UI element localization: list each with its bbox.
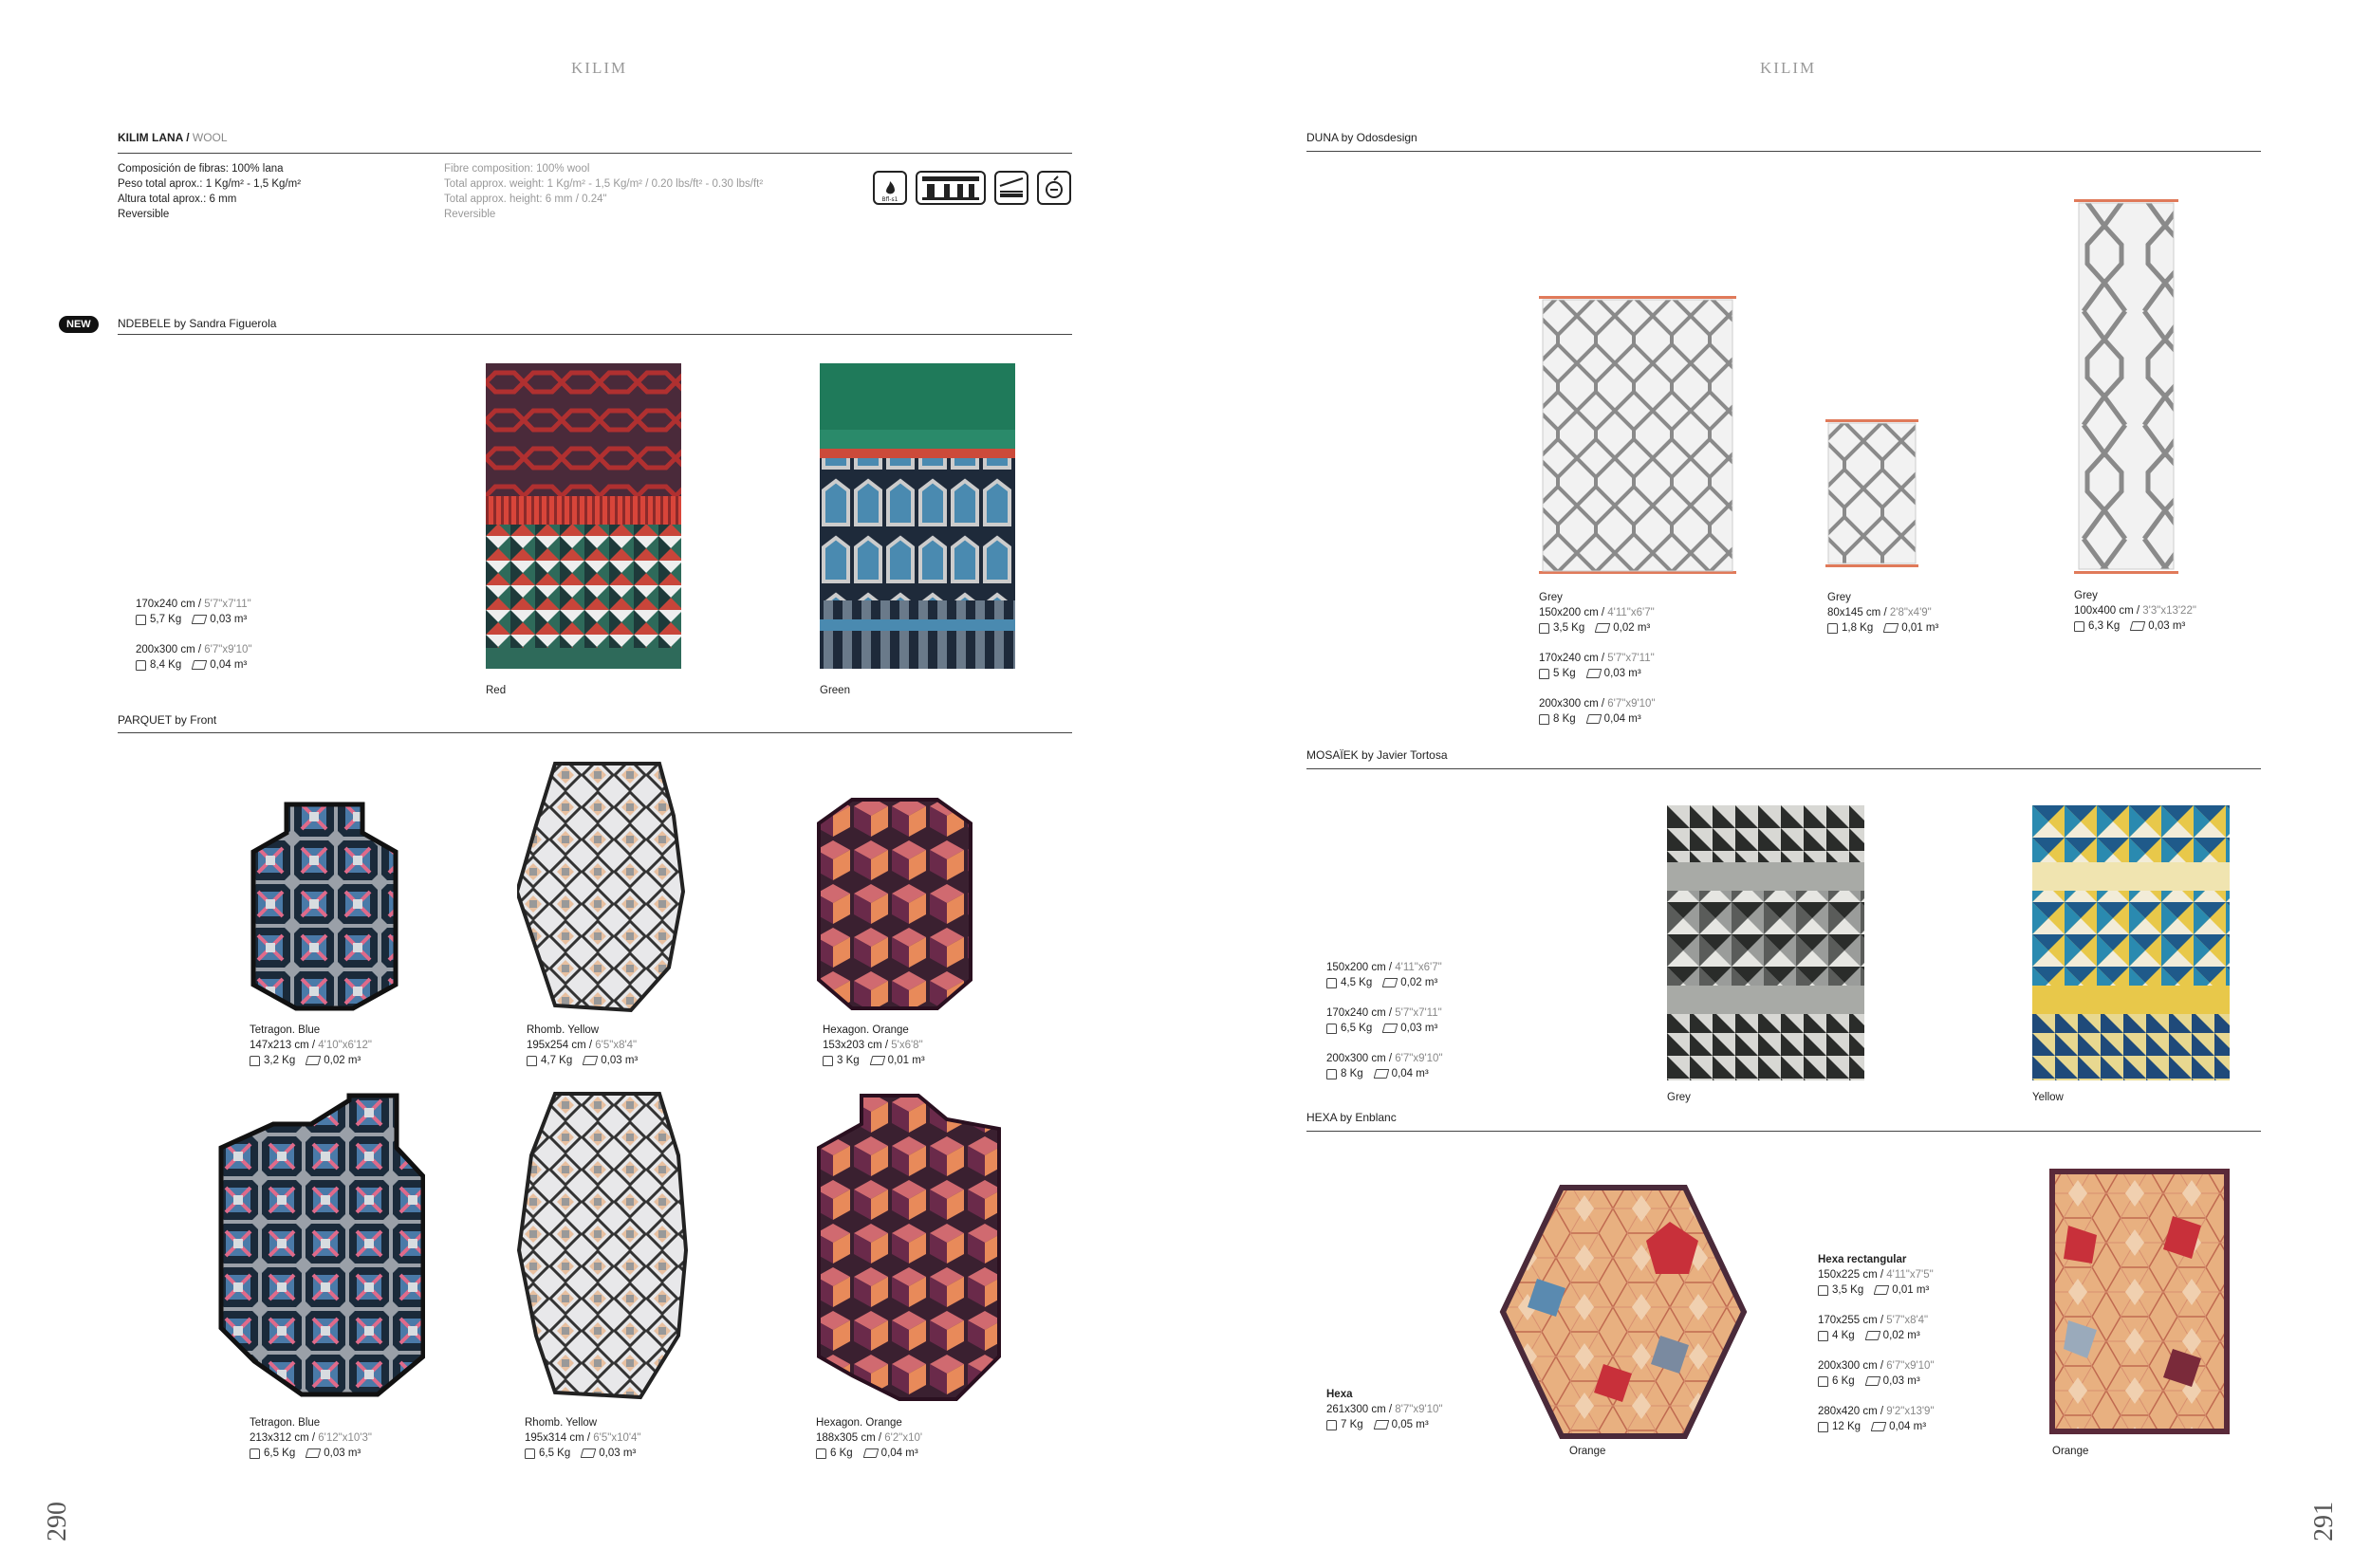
rug-image-hexa-rectangular [2049, 1169, 2230, 1434]
color-caption: Orange [2052, 1446, 2089, 1457]
duna-spec-1: Grey 80x145 cm / 2'8"x4'9" 1,8 Kg 0,01 m³ [1827, 592, 1939, 634]
rug-image-parquet-hexagon-large [814, 1091, 1004, 1404]
hexa-rule [1306, 1131, 2261, 1132]
rug-image-hexa [1499, 1184, 1748, 1440]
weight-icon [527, 1056, 537, 1066]
box-icon [1585, 669, 1602, 678]
weight-icon [1539, 669, 1549, 679]
parquet-spec-4: Rhomb. Yellow 195x314 cm / 6'5"x10'4" 6,5 Kg 0,03 m³ [525, 1417, 641, 1459]
weight-icon [1539, 714, 1549, 725]
ndebele-size-1: 200x300 cm / 6'7"x9'10" 8,4 Kg 0,04 m³ [136, 644, 252, 671]
color-caption: Green [820, 685, 850, 696]
spec-line: Peso total aprox.: 1 Kg/m² - 1,5 Kg/m² [118, 178, 302, 190]
weight-icon [1326, 1069, 1337, 1079]
section-title-duna: DUNA by Odosdesign [1306, 131, 1417, 144]
material-rule [118, 153, 1072, 154]
rug-image-ndebele-red [486, 363, 681, 669]
fire-rating-icon [873, 171, 907, 205]
weight-icon [1818, 1422, 1828, 1432]
weight-icon [250, 1448, 260, 1459]
parquet-rule [118, 732, 1072, 733]
material-title-light: WOOL [192, 131, 228, 144]
box-icon [1871, 1422, 1887, 1431]
color-caption: Orange [1569, 1446, 1606, 1457]
weight-icon [1539, 623, 1549, 634]
rug-image-parquet-rhomb-large [517, 1089, 688, 1402]
box-icon [1382, 1024, 1399, 1033]
box-icon [306, 1448, 322, 1458]
rug-image-parquet-tetragon-large [216, 1091, 425, 1399]
running-head-right: KILIM [1760, 59, 1817, 77]
loom-icon [916, 171, 986, 205]
box-icon [1373, 1069, 1389, 1079]
rug-image-mosaiek-yellow [2032, 805, 2230, 1080]
color-caption: Red [486, 685, 507, 696]
box-icon [1382, 978, 1399, 987]
box-icon [862, 1448, 879, 1458]
material-english [444, 161, 763, 222]
box-icon [2130, 621, 2146, 631]
weight-icon [1818, 1331, 1828, 1341]
section-title-parquet: PARQUET by Front [118, 713, 217, 727]
svg-text:Bfl-s1: Bfl-s1 [881, 196, 898, 203]
section-title-mosaiek: MOSAÏEK by Javier Tortosa [1306, 748, 1448, 762]
box-icon [306, 1056, 322, 1065]
material-spanish [118, 161, 301, 222]
rug-image-parquet-rhomb-small [517, 759, 688, 1015]
spec-line: Fibre composition: 100% wool [444, 163, 590, 175]
section-title-hexa: HEXA by Enblanc [1306, 1111, 1397, 1124]
ndebele-rule [118, 334, 1072, 335]
running-head-left: KILIM [571, 59, 628, 77]
color-caption: Grey [1667, 1092, 1691, 1103]
parquet-spec-5: Hexagon. Orange 188x305 cm / 6'2"x10' 6 Kg 0,04 m³ [816, 1417, 923, 1459]
spec-line: Reversible [118, 209, 170, 220]
box-icon [869, 1056, 885, 1065]
rug-image-duna-small [1825, 417, 1918, 569]
mosaiek-rule [1306, 768, 2261, 769]
weight-icon [1827, 623, 1838, 634]
box-icon [1373, 1420, 1389, 1430]
section-title-ndebele: NDEBELE by Sandra Figuerola [118, 317, 277, 330]
duna-spec-2: Grey 100x400 cm / 3'3"x13'22" 6,3 Kg 0,03 m³ [2074, 590, 2196, 632]
material-title [118, 131, 228, 144]
rug-image-parquet-hexagon-small [814, 795, 975, 1013]
rug-image-ndebele-green [820, 363, 1015, 669]
box-icon [192, 660, 208, 670]
spec-line: Total approx. height: 6 mm / 0.24" [444, 194, 607, 205]
box-icon [1864, 1331, 1880, 1340]
box-icon [1874, 1285, 1890, 1295]
spec-line: Altura total aprox.: 6 mm [118, 194, 237, 205]
weight-icon [1818, 1285, 1828, 1296]
weight-icon [2074, 621, 2084, 632]
rug-image-mosaiek-grey [1667, 805, 1864, 1080]
parquet-spec-3: Tetragon. Blue 213x312 cm / 6'12"x10'3" 6,5 Kg 0,03 m³ [250, 1417, 372, 1459]
duna-rule [1306, 151, 2261, 152]
color-caption: Yellow [2032, 1092, 2064, 1103]
box-icon [581, 1448, 597, 1458]
hexa-rect-spec: Hexa rectangular 150x225 cm / 4'11"x7'5" 3,5 Kg 0,01 m³ 170x255 cm / 5'7"x8'4" 4 Kg 0,02 m³ 200x300 cm / 6'7"x9'10" 6 Kg 0,03 m³ 280x420 cm / 9'2"x13'9" 12 Kg 0,04 m³ [1818, 1254, 1935, 1432]
weight-icon [136, 660, 146, 671]
spec-line: Total approx. weight: 1 Kg/m² - 1,5 Kg/m² / 0.20 lbs/ft² - 0.30 lbs/ft² [444, 178, 764, 190]
page-number-right: 291 [2309, 1502, 2339, 1541]
parquet-spec-1: Rhomb. Yellow 195x254 cm / 6'5"x8'4" 4,7 Kg 0,03 m³ [527, 1024, 639, 1066]
new-badge: NEW [59, 316, 99, 333]
weight-icon [250, 1056, 260, 1066]
spec-line: Reversible [444, 209, 496, 220]
box-icon [1864, 1376, 1880, 1386]
ndebele-size-0: 170x240 cm / 5'7"x7'11" 5,7 Kg 0,03 m³ [136, 599, 251, 625]
box-icon [1595, 623, 1611, 633]
weight-icon [1326, 1024, 1337, 1034]
rug-image-parquet-tetragon-small [249, 795, 400, 1013]
page-number-left: 290 [43, 1502, 72, 1541]
hexa-spec: Hexa 261x300 cm / 8'7"x9'10" 7 Kg 0,05 m³ [1326, 1389, 1443, 1430]
weight-icon [1326, 1420, 1337, 1430]
parquet-spec-0: Tetragon. Blue 147x213 cm / 4'10"x6'12" 3,2 Kg 0,02 m³ [250, 1024, 372, 1066]
rug-image-duna-runner [2074, 197, 2178, 577]
weight-icon [816, 1448, 826, 1459]
spec-line: Composición de fibras: 100% lana [118, 163, 284, 175]
mosaiek-sizes: 150x200 cm / 4'11"x6'7" 4,5 Kg 0,02 m³ 170x240 cm / 5'7"x7'11" 6,5 Kg 0,03 m³ 200x300 cm / 6'7"x9'10" 8 Kg 0,04 m³ [1326, 962, 1443, 1079]
weight-icon [823, 1056, 833, 1066]
care-icons [873, 171, 1071, 205]
rug-image-duna-large [1539, 292, 1736, 577]
weight-icon [136, 615, 146, 625]
box-icon [1585, 714, 1602, 724]
weight-icon [1326, 978, 1337, 988]
duna-spec-0: Grey 150x200 cm / 4'11"x6'7" 3,5 Kg 0,02 m³ 170x240 cm / 5'7"x7'11" 5 Kg 0,03 m³ 200x300 cm / 6'7"x9'10" 8 Kg 0,04 m³ [1539, 592, 1656, 725]
box-icon [583, 1056, 599, 1065]
box-icon [1883, 623, 1899, 633]
weight-icon [525, 1448, 535, 1459]
reversible-icon [1037, 171, 1071, 205]
parquet-spec-2: Hexagon. Orange 153x203 cm / 5'x6'8" 3 Kg 0,01 m³ [823, 1024, 925, 1066]
box-icon [192, 615, 208, 624]
rug-pad-icon [994, 171, 1028, 205]
weight-icon [1818, 1376, 1828, 1387]
material-title-bold: KILIM LANA / [118, 131, 190, 144]
